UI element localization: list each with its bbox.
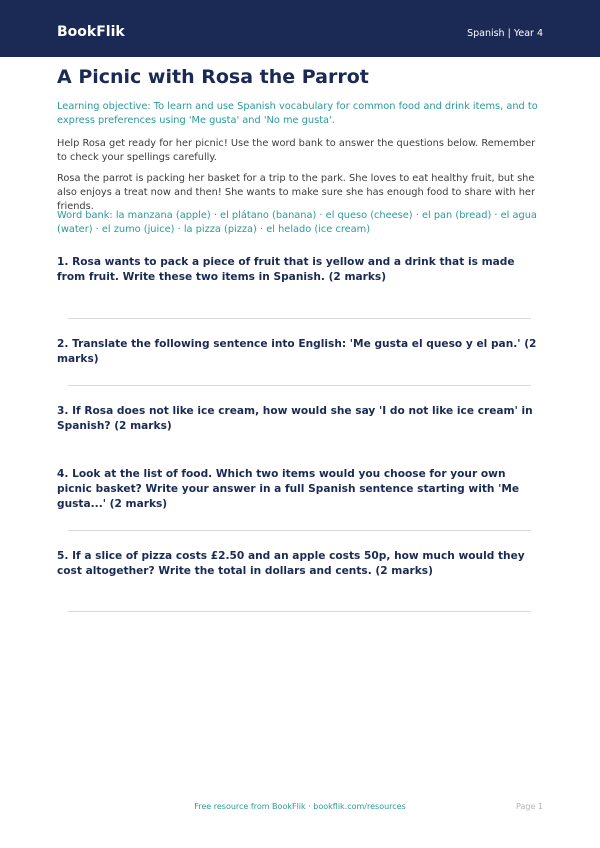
- instructions-text: Help Rosa get ready for her picnic! Use the word bank to answer the questions below. Remember to check your spellings carefully.: [57, 138, 536, 163]
- question-4: 4. Look at the list of food. Which two items would you choose for your own picnic basket? Write your answer in a full Spanish sentence starting with 'Me gusta...' (2 marks): [57, 468, 520, 510]
- answer-line-5[interactable]: [68, 611, 531, 612]
- question-3: 3. If Rosa does not like ice cream, how would she say 'I do not like ice cream' in Spanish? (2 marks): [57, 405, 533, 432]
- subject-year-label: Spanish | Year 4: [467, 28, 543, 39]
- brand-logo: BookFlik: [57, 24, 125, 40]
- page-title: A Picnic with Rosa the Parrot: [57, 66, 369, 88]
- question-2: 2. Translate the following sentence into English: 'Me gusta el queso y el pan.' (2 marks): [57, 338, 537, 365]
- page-number: Page 1: [516, 802, 543, 811]
- learning-objective: Learning objective: To learn and use Spanish vocabulary for common food and drink items, and to express preferences using 'Me gusta' and 'No me gusta'.: [57, 101, 538, 126]
- question-1: 1. Rosa wants to pack a piece of fruit that is yellow and a drink that is made from fruit. Write these two items in Spanish. (2 marks): [57, 256, 515, 283]
- word-bank: Word bank: la manzana (apple) · el plátano (banana) · el queso (cheese) · el pan (bread) · el agua (water) · el zumo (juice) · la pizza (pizza) · el helado (ice cream): [57, 210, 537, 235]
- answer-line-4[interactable]: [68, 530, 531, 531]
- answer-line-1[interactable]: [68, 318, 531, 319]
- story-text: Rosa the parrot is packing her basket for a trip to the park. She loves to eat healthy fruit, but she also enjoys a treat now and then! She wants to make sure she has enough food to share with her friends.: [57, 173, 535, 212]
- question-5: 5. If a slice of pizza costs £2.50 and an apple costs 50p, how much would they cost altogether? Write the total in dollars and cents. (2 marks): [57, 550, 525, 577]
- header-bar: [0, 0, 600, 57]
- footer-text: Free resource from BookFlik · bookflik.com/resources: [194, 802, 406, 811]
- answer-line-2[interactable]: [68, 385, 531, 386]
